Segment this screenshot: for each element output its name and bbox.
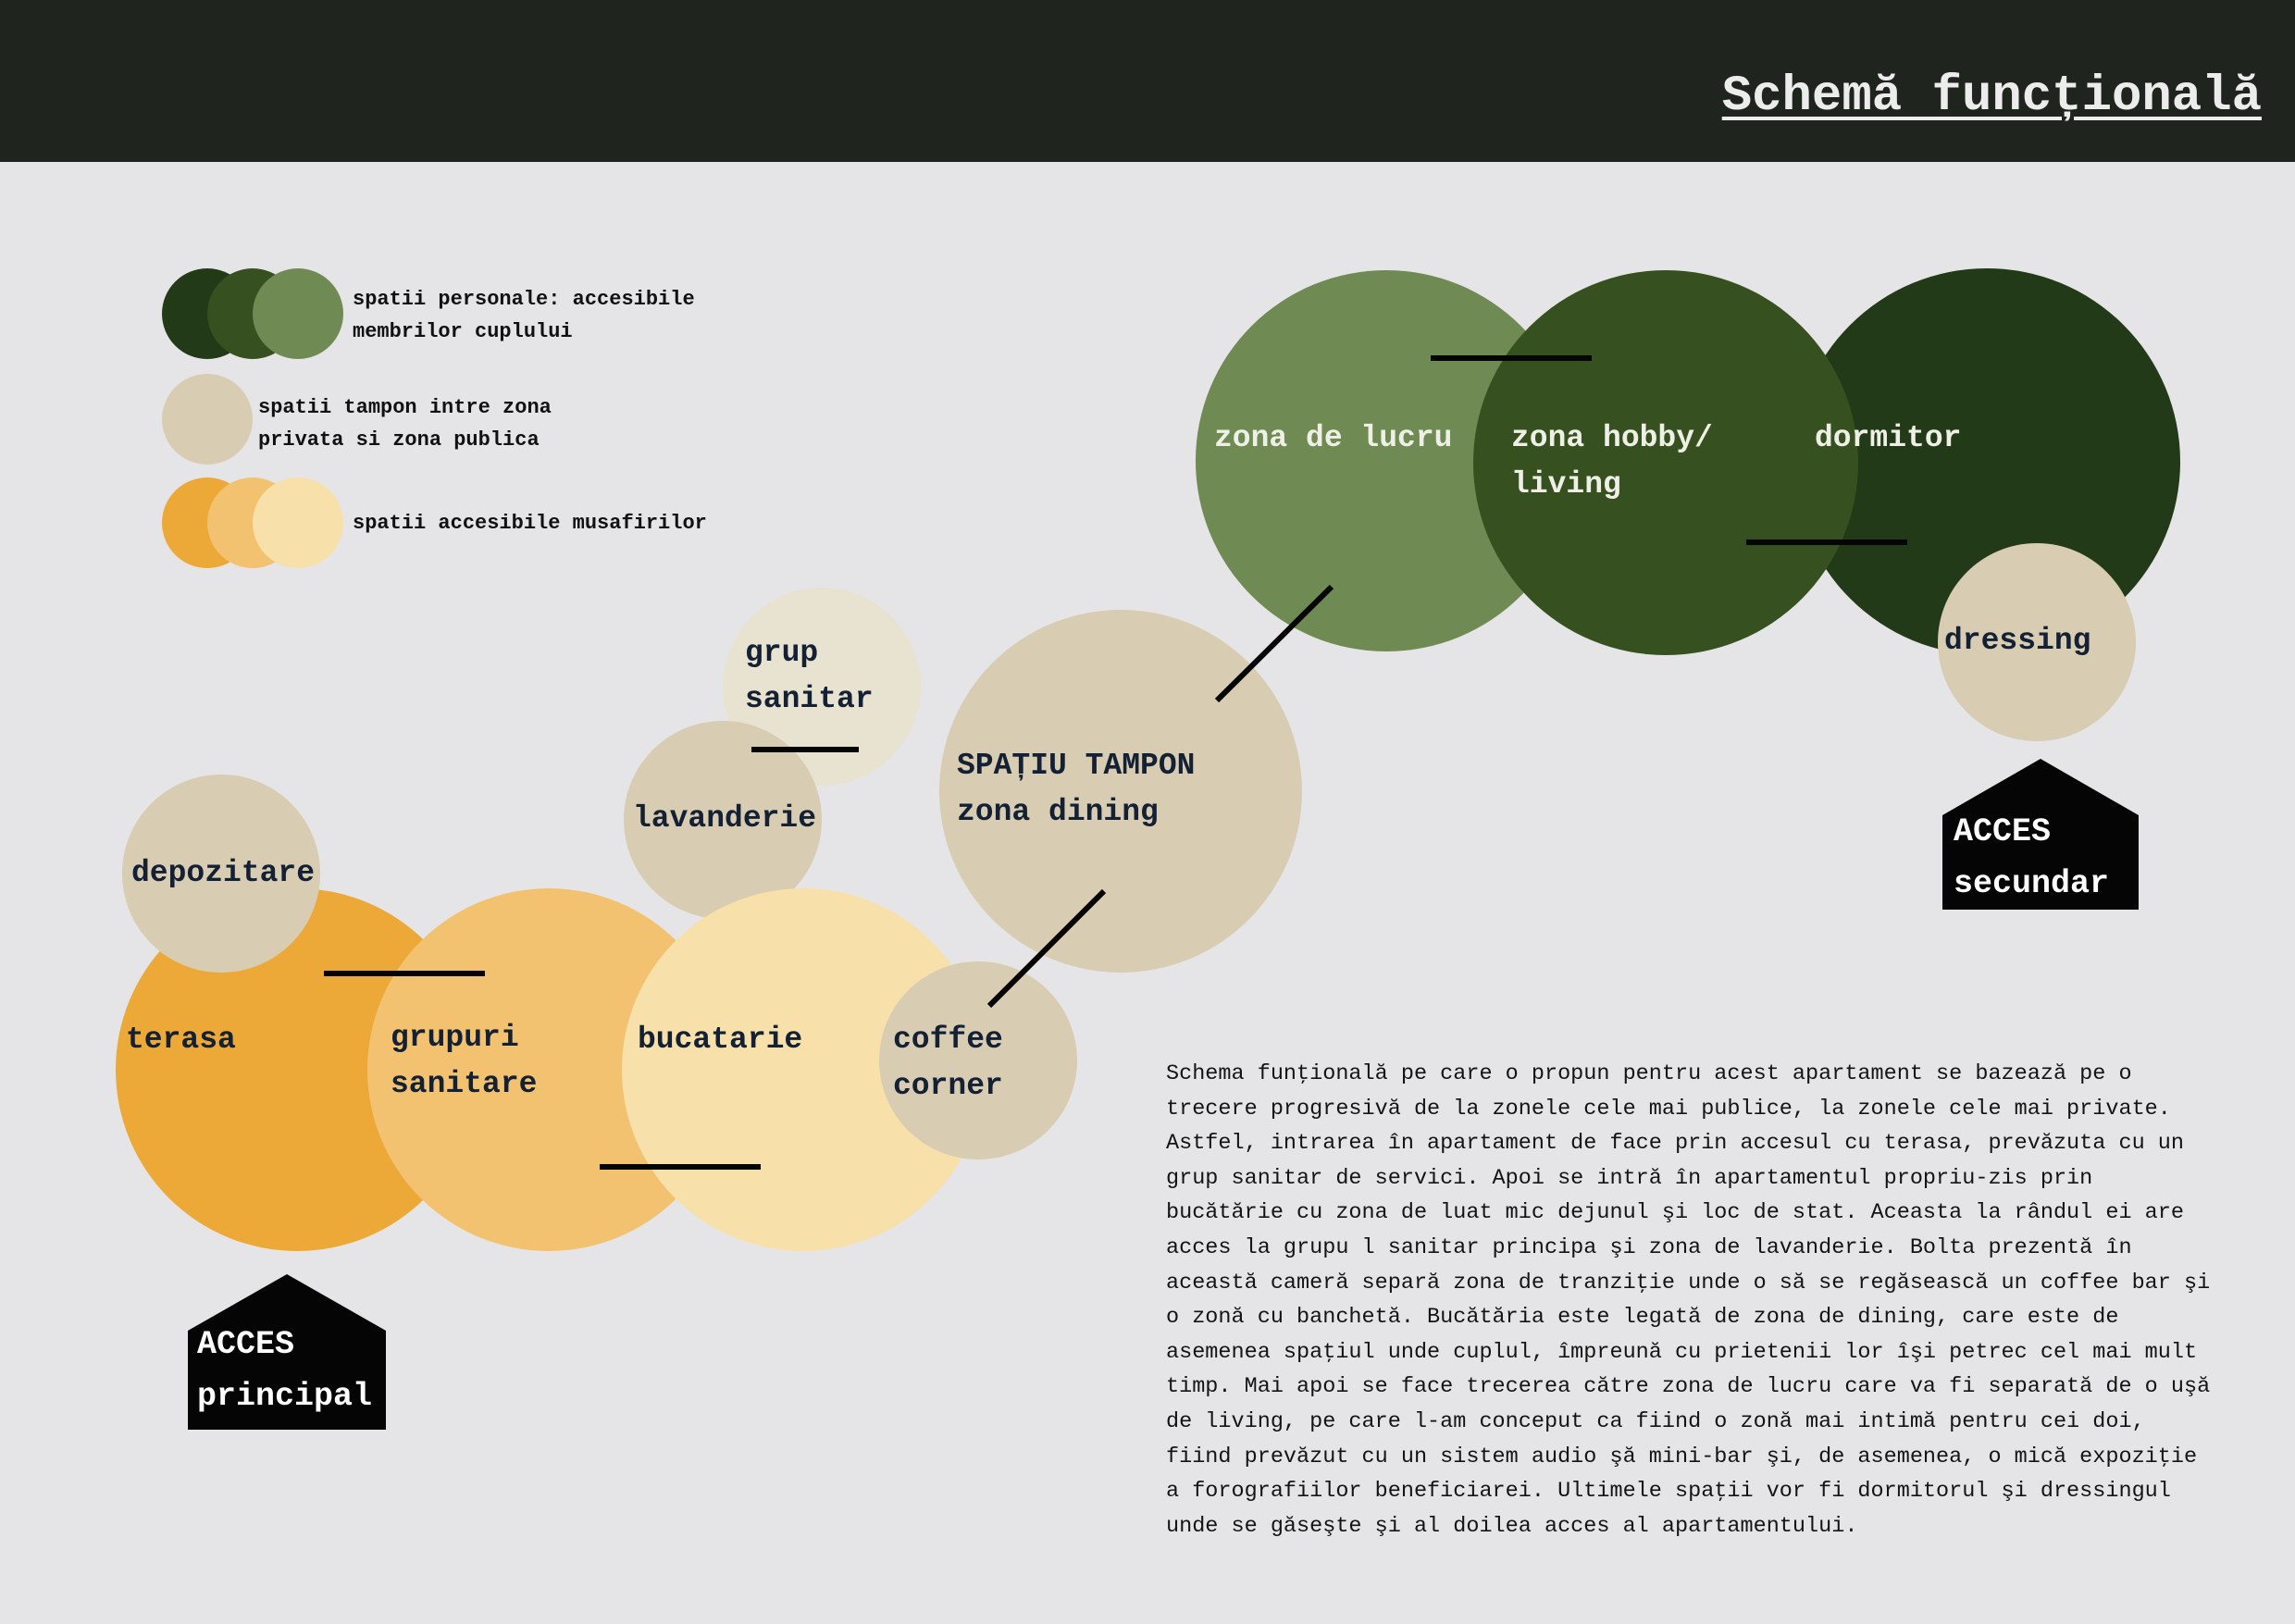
label-bucatarie: bucatarie <box>638 1023 803 1057</box>
legend-guest-label: spatii accesibile musafirilor <box>353 512 707 535</box>
label-grup-sanitar: grup sanitar <box>745 636 874 716</box>
label-coffee-corner: coffee corner <box>893 1023 1003 1103</box>
label-depozitare: depozitare <box>131 856 316 890</box>
legend-personal-label: spatii personale: accesibile membrilor cuplului <box>353 288 695 343</box>
connector-coffee-dining <box>989 891 1104 1006</box>
label-spatiu-tampon: SPAȚIU TAMPON zona dining <box>957 749 1196 829</box>
acces-secundar-label: ACCES secundar <box>1954 813 2110 902</box>
label-dormitor: dormitor <box>1815 421 1962 455</box>
label-zona-hobby: zona hobby/ living <box>1511 421 1713 502</box>
label-zona-de-lucru: zona de lucru <box>1214 421 1453 455</box>
description-text: Schema funţională pe care o propun pentru acest apartament se bazează pe o trecere progresivă de la zonele cele mai publice, la zonele cele mai private. Astfel, intrarea în apartament de face prin accesul cu terasa, prevăzuta cu un grup sanitar de servici. Apoi se intră în apartamentul propriu-zis prin bucătărie cu zona de luat mic dejunul şi loc de stat. Aceasta la rândul ei are acces la grupu l sanitar principa şi zona de lavanderie. Bolta prezentă în această cameră separă zona de tranziţie unde o să se regăsească un coffee bar şi o zonă cu banchetă. Bucătăria este legată de zona de dining, care este de asemenea spaţiul unde cuplul, împreună cu prietenii lor îşi petrec cel mai mult timp. Mai apoi se face trecerea către zona de lucru care va fi separată de o uşă de living, pe care l-am conceput ca fiind o zonă mai intimă pentru cei doi, fiind prevăzut cu un sistem audio şă mini-bar şi, de asemenea, o mică expoziţie a forografiilor beneficiarei. Ultimele spaţii vor fi dormitorul şi dressingul unde se găseşte şi al doilea acces al apartamentului. <box>1166 1061 2211 1539</box>
acces-principal-label: ACCES principal <box>197 1326 373 1415</box>
label-terasa: terasa <box>126 1023 236 1057</box>
label-dressing: dressing <box>1944 624 2091 658</box>
label-grupuri-sanitare: grupuri sanitare <box>391 1021 538 1101</box>
legend-buffer-label: spatii tampon intre zona privata si zona publica <box>258 396 552 452</box>
page-title: Schemă funcțională <box>1721 68 2262 125</box>
label-lavanderie: lavanderie <box>633 801 817 836</box>
connector-dining-lucru <box>1217 587 1332 700</box>
